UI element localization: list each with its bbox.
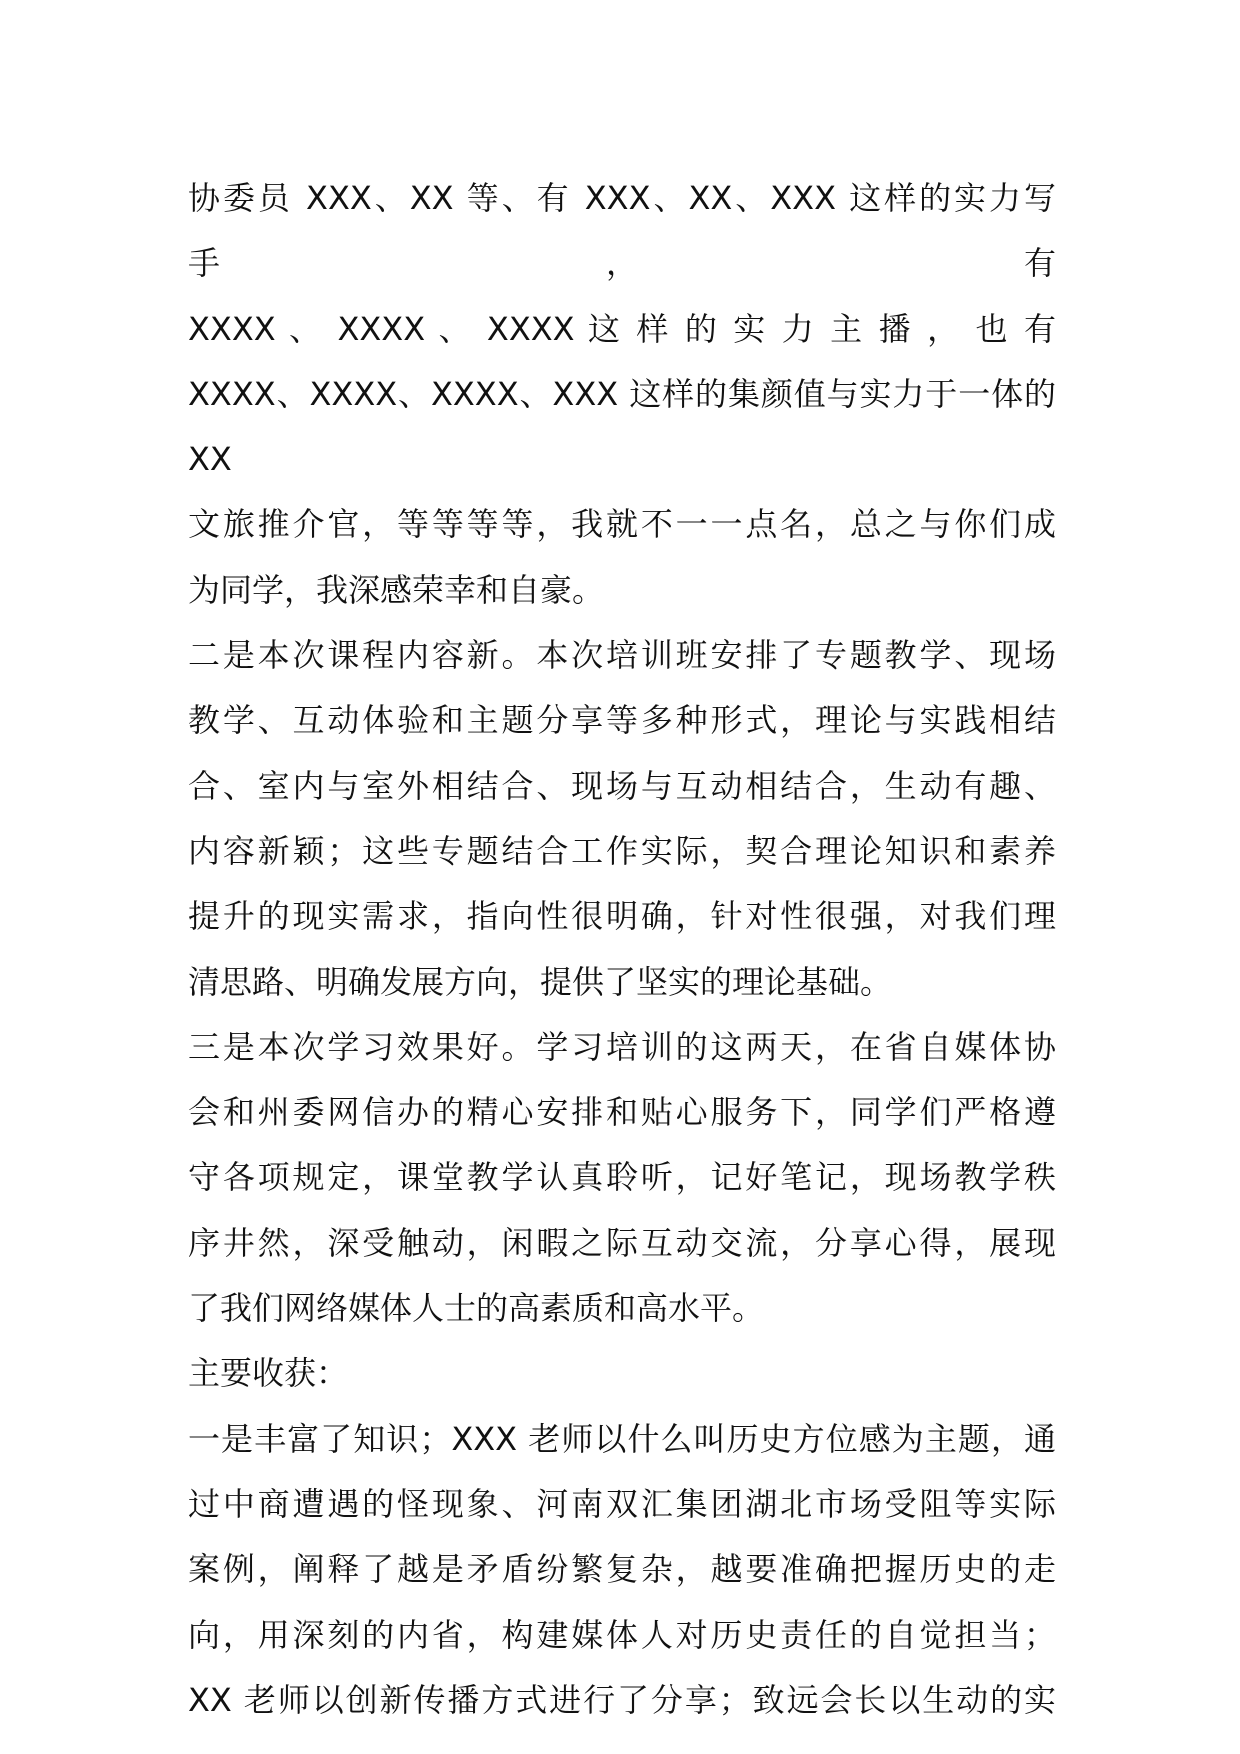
document-body <box>188 166 1056 1733</box>
text-line: 文旅推介官，等等等等，我就不一一点名，总之与你们成 <box>188 505 1056 544</box>
text-line: XX 老师以创新传播方式进行了分享；致远会长以生动的实 <box>188 1680 1056 1719</box>
text-line: 三是本次学习效果好。学习培训的这两天，在省自媒体协 <box>188 1027 1056 1066</box>
text-line: 二是本次课程内容新。本次培训班安排了专题教学、现场 <box>188 636 1056 675</box>
text-line: 过中商遭遇的怪现象、河南双汇集团湖北市场受阻等实际 <box>188 1484 1056 1523</box>
paragraph-course-content <box>188 623 1056 1015</box>
text-line: 协委员 XXX、XX 等、有 XXX、XX、XXX 这样的实力写手，有 <box>188 179 1056 283</box>
text-line: 了我们网络媒体人士的高素质和高水平。 <box>188 1289 765 1328</box>
paragraph-enriched-knowledge <box>188 1407 1056 1733</box>
text-line: 守各项规定，课堂教学认真聆听，记好笔记，现场教学秩 <box>188 1158 1056 1197</box>
text-line: 主要收获： <box>188 1354 349 1393</box>
text-line: 合、室内与室外相结合、现场与互动相结合，生动有趣、 <box>188 766 1056 805</box>
text-line: XXXX 、 XXXX 、 XXXX 这 样 的 实 力 主 播 ， 也 有 <box>188 309 1056 348</box>
text-line: 内容新颖；这些专题结合工作实际，契合理论知识和素养 <box>188 831 1056 870</box>
text-line: 提升的现实需求，指向性很明确，针对性很强，对我们理 <box>188 897 1056 936</box>
text-line: 为同学，我深感荣幸和自豪。 <box>188 570 605 609</box>
text-line: 一是丰富了知识；XXX 老师以什么叫历史方位感为主题，通 <box>188 1419 1056 1458</box>
section-heading-main-gains <box>188 1341 1056 1406</box>
text-line: XXXX、XXXX、XXXX、XXX 这样的集颜值与实力于一体的 XX <box>188 374 1056 479</box>
text-line: 教学、互动体验和主题分享等多种形式，理论与实践相结 <box>188 701 1056 740</box>
paragraph-learning-effect <box>188 1015 1056 1341</box>
text-line: 会和州委网信办的精心安排和贴心服务下，同学们严格遵 <box>188 1093 1056 1132</box>
text-line: 案例，阐释了越是矛盾纷繁复杂，越要准确把握历史的走 <box>188 1550 1056 1589</box>
text-line: 序井然，深受触动，闲暇之际互动交流，分享心得，展现 <box>188 1223 1056 1262</box>
paragraph-continued <box>188 166 1056 623</box>
text-line: 清思路、明确发展方向，提供了坚实的理论基础。 <box>188 962 893 1001</box>
text-line: 向，用深刻的内省，构建媒体人对历史责任的自觉担当； <box>188 1615 1056 1654</box>
